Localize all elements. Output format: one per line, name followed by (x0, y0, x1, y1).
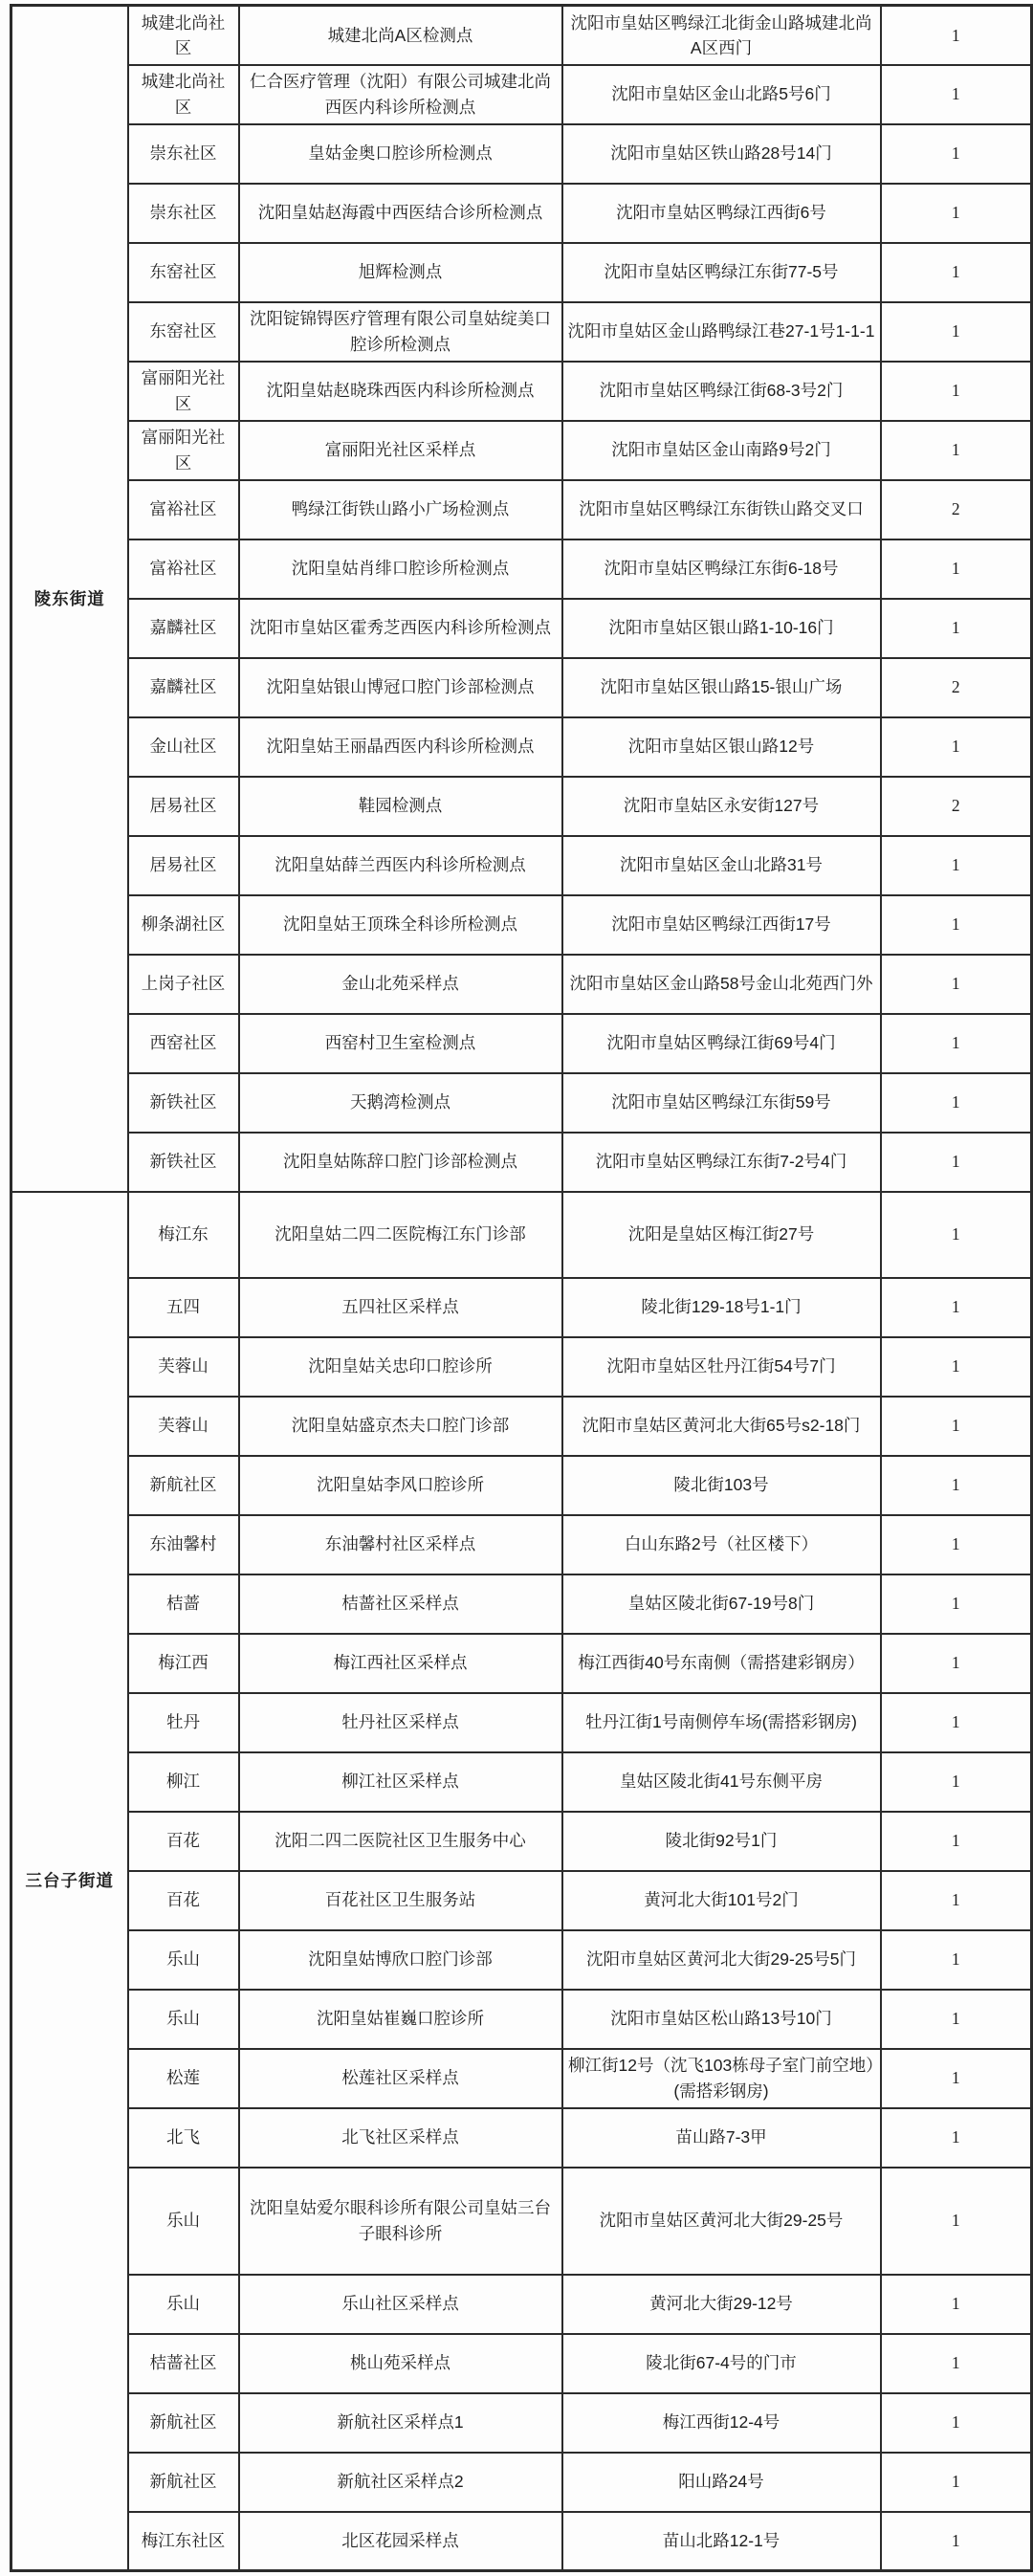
site-name-cell: 城建北尚A区检测点 (239, 6, 562, 65)
community-cell: 乐山 (128, 1990, 239, 2049)
address-cell: 沈阳市皇姑区鸭绿江东街6-18号 (562, 539, 881, 599)
address-cell: 沈阳市皇姑区牡丹江街54号7门 (562, 1337, 881, 1397)
community-cell: 芙蓉山 (128, 1337, 239, 1397)
table-row (11, 2275, 1032, 2334)
site-name-cell: 沈阳皇姑银山博冠口腔门诊部检测点 (239, 658, 562, 717)
site-name-cell: 松莲社区采样点 (239, 2049, 562, 2108)
site-name-cell: 沈阳皇姑崔巍口腔诊所 (239, 1990, 562, 2049)
site-name-cell: 新航社区采样点1 (239, 2393, 562, 2453)
community-cell: 百花 (128, 1812, 239, 1871)
address-cell: 苗山路7-3甲 (562, 2108, 881, 2168)
site-count-cell: 1 (881, 2049, 1032, 2108)
community-cell: 北飞 (128, 2108, 239, 2168)
table-row (11, 777, 1032, 836)
table-row (11, 302, 1032, 362)
table-row (11, 1456, 1032, 1515)
site-count-cell: 1 (881, 2512, 1032, 2571)
site-name-cell: 仁合医疗管理（沈阳）有限公司城建北尚西医内科诊所检测点 (239, 65, 562, 124)
address-cell: 沈阳是皇姑区梅江街27号 (562, 1192, 881, 1278)
table-row (11, 1990, 1032, 2049)
site-name-cell: 沈阳皇姑赵海霞中西医结合诊所检测点 (239, 184, 562, 243)
site-name-cell: 柳江社区采样点 (239, 1752, 562, 1812)
site-name-cell: 新航社区采样点2 (239, 2453, 562, 2512)
table-row (11, 65, 1032, 124)
address-cell: 白山东路2号（社区楼下） (562, 1515, 881, 1574)
site-name-cell: 沈阳皇姑肖绯口腔诊所检测点 (239, 539, 562, 599)
table-row (11, 717, 1032, 777)
site-name-cell: 牡丹社区采样点 (239, 1693, 562, 1752)
address-cell: 沈阳市皇姑区金山北路5号6门 (562, 65, 881, 124)
site-count-cell: 1 (881, 1014, 1032, 1073)
site-count-cell: 1 (881, 1930, 1032, 1990)
community-cell: 新航社区 (128, 1456, 239, 1515)
table-row (11, 539, 1032, 599)
community-cell: 新铁社区 (128, 1073, 239, 1133)
table-row (11, 6, 1032, 65)
address-cell: 沈阳市皇姑区金山南路9号2门 (562, 421, 881, 480)
site-count-cell: 1 (881, 6, 1032, 65)
table-row (11, 1278, 1032, 1337)
site-name-cell: 北区花园采样点 (239, 2512, 562, 2571)
table-row (11, 124, 1032, 184)
site-count-cell: 1 (881, 539, 1032, 599)
address-cell: 沈阳市皇姑区金山路58号金山北苑西门外 (562, 955, 881, 1014)
site-name-cell: 沈阳市皇姑区霍秀芝西医内科诊所检测点 (239, 599, 562, 658)
table-row (11, 1930, 1032, 1990)
address-cell: 沈阳市皇姑区鸭绿江东街铁山路交叉口 (562, 480, 881, 539)
site-name-cell: 鸭绿江街铁山路小广场检测点 (239, 480, 562, 539)
site-name-cell: 西窑村卫生室检测点 (239, 1014, 562, 1073)
community-cell: 富丽阳光社区 (128, 421, 239, 480)
site-name-cell: 梅江西社区采样点 (239, 1634, 562, 1693)
site-count-cell: 1 (881, 1515, 1032, 1574)
site-count-cell: 1 (881, 362, 1032, 421)
site-count-cell: 1 (881, 1574, 1032, 1634)
site-name-cell: 桔蔷社区采样点 (239, 1574, 562, 1634)
address-cell: 沈阳市皇姑区银山路1-10-16门 (562, 599, 881, 658)
community-cell: 富裕社区 (128, 480, 239, 539)
address-cell: 陵北街103号 (562, 1456, 881, 1515)
community-cell: 嘉麟社区 (128, 658, 239, 717)
site-count-cell: 1 (881, 421, 1032, 480)
community-cell: 桔蔷社区 (128, 2334, 239, 2393)
address-cell: 沈阳市皇姑区银山路12号 (562, 717, 881, 777)
community-cell: 东窑社区 (128, 243, 239, 302)
site-count-cell: 1 (881, 599, 1032, 658)
community-cell: 富裕社区 (128, 539, 239, 599)
table-row (11, 2168, 1032, 2275)
address-cell: 沈阳市皇姑区铁山路28号14门 (562, 124, 881, 184)
address-cell: 沈阳市皇姑区永安街127号 (562, 777, 881, 836)
community-cell: 崇东社区 (128, 124, 239, 184)
address-cell: 沈阳市皇姑区银山路15-银山广场 (562, 658, 881, 717)
address-cell: 沈阳市皇姑区鸭绿江东街7-2号4门 (562, 1133, 881, 1192)
table-row (11, 1133, 1032, 1192)
table-row (11, 1515, 1032, 1574)
site-name-cell: 沈阳皇姑薛兰西医内科诊所检测点 (239, 836, 562, 895)
community-cell: 柳条湖社区 (128, 895, 239, 955)
table-row (11, 1812, 1032, 1871)
site-count-cell: 1 (881, 1812, 1032, 1871)
community-cell: 柳江 (128, 1752, 239, 1812)
table-row (11, 836, 1032, 895)
table-row (11, 1192, 1032, 1278)
community-cell: 梅江西 (128, 1634, 239, 1693)
address-cell: 沈阳市皇姑区鸭绿江西街6号 (562, 184, 881, 243)
address-cell: 柳江街12号（沈飞103栋母子室门前空地）(需搭彩钢房) (562, 2049, 881, 2108)
address-cell: 沈阳市皇姑区鸭绿江东街77-5号 (562, 243, 881, 302)
community-cell: 乐山 (128, 1930, 239, 1990)
site-count-cell: 1 (881, 1456, 1032, 1515)
site-name-cell: 沈阳皇姑赵晓珠西医内科诊所检测点 (239, 362, 562, 421)
table-row (11, 1397, 1032, 1456)
site-count-cell: 2 (881, 777, 1032, 836)
table-row (11, 421, 1032, 480)
site-name-cell: 沈阳皇姑爱尔眼科诊所有限公司皇姑三台子眼科诊所 (239, 2168, 562, 2275)
community-cell: 松莲 (128, 2049, 239, 2108)
community-cell: 芙蓉山 (128, 1397, 239, 1456)
address-cell: 陵北街92号1门 (562, 1812, 881, 1871)
address-cell: 梅江西街40号东南侧（需搭建彩钢房） (562, 1634, 881, 1693)
table-row (11, 1574, 1032, 1634)
site-count-cell: 1 (881, 836, 1032, 895)
address-cell: 皇姑区陵北街41号东侧平房 (562, 1752, 881, 1812)
site-name-cell: 沈阳皇姑博欣口腔门诊部 (239, 1930, 562, 1990)
address-cell: 梅江西街12-4号 (562, 2393, 881, 2453)
site-count-cell: 1 (881, 124, 1032, 184)
community-cell: 西窑社区 (128, 1014, 239, 1073)
site-name-cell: 桃山苑采样点 (239, 2334, 562, 2393)
table-row (11, 955, 1032, 1014)
site-count-cell: 1 (881, 2168, 1032, 2275)
address-cell: 沈阳市皇姑区金山路鸭绿江巷27-1号1-1-1 (562, 302, 881, 362)
site-name-cell: 沈阳二四二医院社区卫生服务中心 (239, 1812, 562, 1871)
address-cell: 沈阳市皇姑区鸭绿江北街金山路城建北尚A区西门 (562, 6, 881, 65)
site-count-cell: 1 (881, 2393, 1032, 2453)
community-cell: 桔蔷 (128, 1574, 239, 1634)
community-cell: 五四 (128, 1278, 239, 1337)
site-count-cell: 1 (881, 1278, 1032, 1337)
address-cell: 陵北街129-18号1-1门 (562, 1278, 881, 1337)
site-name-cell: 沈阳皇姑盛京杰夫口腔门诊部 (239, 1397, 562, 1456)
address-cell: 沈阳市皇姑区松山路13号10门 (562, 1990, 881, 2049)
site-name-cell: 旭辉检测点 (239, 243, 562, 302)
site-name-cell: 沈阳皇姑关忠印口腔诊所 (239, 1337, 562, 1397)
site-count-cell: 1 (881, 1871, 1032, 1930)
site-count-cell: 1 (881, 1634, 1032, 1693)
site-name-cell: 沈阳皇姑王顶珠全科诊所检测点 (239, 895, 562, 955)
site-name-cell: 北飞社区采样点 (239, 2108, 562, 2168)
table-row (11, 1337, 1032, 1397)
community-cell: 梅江东 (128, 1192, 239, 1278)
table-row (11, 2334, 1032, 2393)
site-count-cell: 1 (881, 1397, 1032, 1456)
table-row (11, 184, 1032, 243)
site-count-cell: 1 (881, 1337, 1032, 1397)
address-cell: 沈阳市皇姑区金山北路31号 (562, 836, 881, 895)
site-name-cell: 沈阳锭锦锝医疗管理有限公司皇姑绽美口腔诊所检测点 (239, 302, 562, 362)
table-row (11, 2108, 1032, 2168)
address-cell: 沈阳市皇姑区鸭绿江东街59号 (562, 1073, 881, 1133)
table-row (11, 1693, 1032, 1752)
table-row (11, 2393, 1032, 2453)
site-name-cell: 沈阳皇姑陈辞口腔门诊部检测点 (239, 1133, 562, 1192)
table-row (11, 599, 1032, 658)
community-cell: 新航社区 (128, 2393, 239, 2453)
site-count-cell: 1 (881, 302, 1032, 362)
community-cell: 上岗子社区 (128, 955, 239, 1014)
address-cell: 沈阳市皇姑区鸭绿江街69号4门 (562, 1014, 881, 1073)
community-cell: 新铁社区 (128, 1133, 239, 1192)
site-count-cell: 1 (881, 1133, 1032, 1192)
table-row (11, 2049, 1032, 2108)
site-count-cell: 1 (881, 1693, 1032, 1752)
community-cell: 东油馨村 (128, 1515, 239, 1574)
community-cell: 嘉麟社区 (128, 599, 239, 658)
address-cell: 沈阳市皇姑区鸭绿江街68-3号2门 (562, 362, 881, 421)
site-name-cell: 富丽阳光社区采样点 (239, 421, 562, 480)
site-count-cell: 1 (881, 1990, 1032, 2049)
site-name-cell: 金山北苑采样点 (239, 955, 562, 1014)
address-cell: 阳山路24号 (562, 2453, 881, 2512)
community-cell: 东窑社区 (128, 302, 239, 362)
community-cell: 乐山 (128, 2168, 239, 2275)
address-cell: 皇姑区陵北街67-19号8门 (562, 1574, 881, 1634)
table-row (11, 480, 1032, 539)
address-cell: 牡丹江街1号南侧停车场(需搭彩钢房) (562, 1693, 881, 1752)
community-cell: 百花 (128, 1871, 239, 1930)
community-cell: 乐山 (128, 2275, 239, 2334)
table-row (11, 1073, 1032, 1133)
address-cell: 沈阳市皇姑区鸭绿江西街17号 (562, 895, 881, 955)
address-cell: 沈阳市皇姑区黄河北大街29-25号 (562, 2168, 881, 2275)
site-count-cell: 1 (881, 1073, 1032, 1133)
table-row (11, 1871, 1032, 1930)
site-count-cell: 1 (881, 2453, 1032, 2512)
community-cell: 城建北尚社区 (128, 6, 239, 65)
community-cell: 梅江东社区 (128, 2512, 239, 2571)
table-row (11, 2453, 1032, 2512)
site-count-cell: 1 (881, 2334, 1032, 2393)
address-cell: 黄河北大街29-12号 (562, 2275, 881, 2334)
community-cell: 居易社区 (128, 836, 239, 895)
site-count-cell: 1 (881, 1752, 1032, 1812)
site-name-cell: 东油馨村社区采样点 (239, 1515, 562, 1574)
community-cell: 牡丹 (128, 1693, 239, 1752)
site-count-cell: 1 (881, 184, 1032, 243)
community-cell: 城建北尚社区 (128, 65, 239, 124)
site-count-cell: 2 (881, 480, 1032, 539)
site-name-cell: 百花社区卫生服务站 (239, 1871, 562, 1930)
address-cell: 陵北街67-4号的门市 (562, 2334, 881, 2393)
site-count-cell: 1 (881, 955, 1032, 1014)
address-cell: 苗山北路12-1号 (562, 2512, 881, 2571)
site-count-cell: 1 (881, 895, 1032, 955)
community-cell: 富丽阳光社区 (128, 362, 239, 421)
site-name-cell: 皇姑金奥口腔诊所检测点 (239, 124, 562, 184)
table-row (11, 1014, 1032, 1073)
site-count-cell: 1 (881, 717, 1032, 777)
table-row (11, 895, 1032, 955)
table-row (11, 658, 1032, 717)
site-count-cell: 1 (881, 2108, 1032, 2168)
site-name-cell: 五四社区采样点 (239, 1278, 562, 1337)
table-row (11, 2512, 1032, 2571)
table-row (11, 243, 1032, 302)
site-count-cell: 1 (881, 1192, 1032, 1278)
site-count-cell: 1 (881, 65, 1032, 124)
site-name-cell: 鞋园检测点 (239, 777, 562, 836)
street-name: 陵东街道 (11, 6, 128, 1192)
community-cell: 金山社区 (128, 717, 239, 777)
address-cell: 沈阳市皇姑区黄河北大街65号s2-18门 (562, 1397, 881, 1456)
site-name-cell: 沈阳皇姑王丽晶西医内科诊所检测点 (239, 717, 562, 777)
table-row (11, 1634, 1032, 1693)
community-cell: 崇东社区 (128, 184, 239, 243)
community-cell: 居易社区 (128, 777, 239, 836)
address-cell: 黄河北大街101号2门 (562, 1871, 881, 1930)
table-row (11, 1752, 1032, 1812)
address-cell: 沈阳市皇姑区黄河北大街29-25号5门 (562, 1930, 881, 1990)
site-name-cell: 沈阳皇姑李风口腔诊所 (239, 1456, 562, 1515)
testing-sites-table (10, 4, 1033, 2572)
table-row (11, 362, 1032, 421)
site-count-cell: 1 (881, 2275, 1032, 2334)
site-count-cell: 2 (881, 658, 1032, 717)
site-name-cell: 沈阳皇姑二四二医院梅江东门诊部 (239, 1192, 562, 1278)
street-name: 三台子街道 (11, 1192, 128, 2571)
site-count-cell: 1 (881, 243, 1032, 302)
community-cell: 新航社区 (128, 2453, 239, 2512)
site-name-cell: 乐山社区采样点 (239, 2275, 562, 2334)
site-name-cell: 天鹅湾检测点 (239, 1073, 562, 1133)
